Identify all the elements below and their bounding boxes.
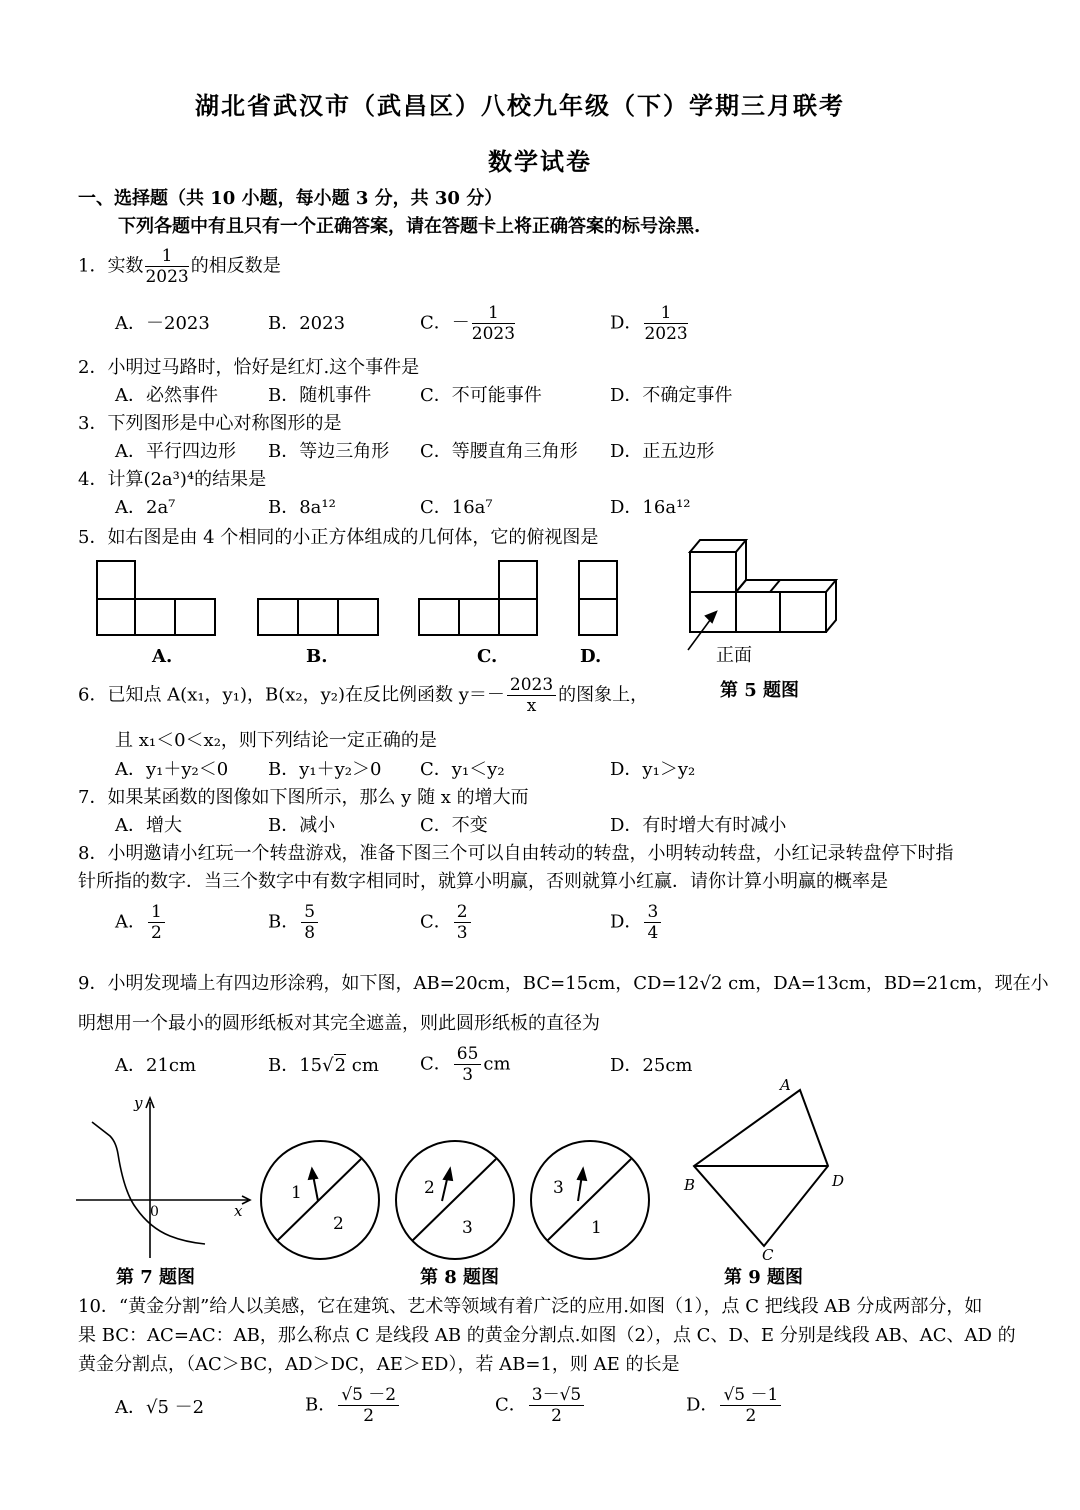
question-8: 8．小明邀请小红玩一个转盘游戏，准备下图三个可以自由转动的转盘，小明转动转盘，小红记录转盘停下时指 — [78, 843, 954, 864]
q5-label-c: C. — [477, 646, 498, 667]
q3-option-d: D．正五边形 — [610, 441, 715, 462]
q8-option-c: C． $\frac{2}{3}$ — [420, 902, 473, 943]
spinner-number: 1 — [591, 1218, 602, 1238]
q9-option-d: D．25cm — [610, 1055, 693, 1076]
spinner-number: 2 — [424, 1178, 435, 1198]
question-10-cont: 果 BC：AC=AC：AB，那么称点 C 是线段 AB 的黄金分割点.如图（2），点 C、D、E 分别是线段 AB、AC、AD 的 — [78, 1325, 1016, 1346]
q9-option-b: B．15√2 cm — [268, 1055, 379, 1076]
q1-option-b: B．2023 — [268, 313, 346, 334]
question-10: 10．“黄金分割”给人以美感，它在建筑、艺术等领域有着广泛的应用.如图（1），点 C 把线段 AB 分成两部分，如 — [78, 1296, 983, 1317]
y-label: y — [134, 1094, 143, 1112]
fraction: $\frac{1}{2023}$ — [145, 246, 189, 287]
q7-function-graph — [70, 1092, 260, 1262]
cube-face — [459, 599, 499, 635]
q9-figure-caption: 第 9 题图 — [724, 1267, 804, 1288]
cube-face — [97, 599, 135, 635]
q4-option-b: B．8a¹² — [268, 497, 336, 518]
page-subtitle: 数学试卷 — [488, 147, 592, 176]
q7-option-d: D．有时增大有时减小 — [610, 815, 787, 836]
cube-face — [419, 599, 459, 635]
question-4: 4．计算(2a³)⁴的结果是 — [78, 469, 267, 490]
question-6: 6．已知点 A(x₁，y₁)，B(x₂，y₂)在反比例函数 y＝－ $\frac{2023}{x}$ 的图象上， — [78, 675, 649, 716]
q8-option-b: B． $\frac{5}{8}$ — [268, 902, 320, 943]
spinner-number: 3 — [462, 1218, 473, 1238]
cube-face — [579, 561, 617, 599]
cube-face — [499, 599, 537, 635]
spinner-number: 2 — [333, 1214, 344, 1234]
question-5: 5．如右图是由 4 个相同的小正方体组成的几何体，它的俯视图是 — [78, 527, 599, 548]
q6-option-b: B．y₁＋y₂＞0 — [268, 759, 382, 780]
q5-option-figures — [90, 555, 650, 645]
cube-face — [175, 599, 215, 635]
q2-option-d: D．不确定事件 — [610, 385, 733, 406]
cube-face — [135, 599, 175, 635]
q4-option-c: C．16a⁷ — [420, 497, 493, 518]
function-curve — [92, 1122, 205, 1244]
q5-front-label: 正面 — [716, 645, 752, 666]
q5-figure-caption: 第 5 题图 — [720, 680, 800, 701]
q4-option-a: A．2a⁷ — [115, 497, 176, 518]
q4-option-d: D．16a¹² — [610, 497, 691, 518]
question-2: 2．小明过马路时，恰好是红灯.这个事件是 — [78, 357, 420, 378]
spinner-number: 3 — [553, 1178, 564, 1198]
spinner-1 — [255, 1135, 385, 1265]
q1-option-d: D． $\frac{1}{2023}$ — [610, 303, 688, 344]
spinner-2 — [390, 1135, 520, 1265]
q5-solid-figure — [680, 532, 850, 662]
q10-option-a: A．√5 －2 — [115, 1397, 205, 1418]
cube-face — [499, 561, 537, 599]
q8-option-d: D． $\frac{3}{4}$ — [610, 902, 663, 943]
q6-option-a: A．y₁＋y₂＜0 — [115, 759, 229, 780]
q2-option-b: B．随机事件 — [268, 385, 372, 406]
q8-option-a: A． $\frac{1}{2}$ — [115, 902, 167, 943]
q6-option-d: D．y₁＞y₂ — [610, 759, 696, 780]
section-heading: 一、选择题（共 10 小题，每小题 3 分，共 30 分） — [78, 188, 503, 209]
q1-option-a: A．－2023 — [115, 313, 210, 334]
spinner-number: 1 — [291, 1183, 302, 1203]
q2-option-c: C．不可能事件 — [420, 385, 542, 406]
cube-face — [338, 599, 378, 635]
q9-option-c: C． $\frac{65}{3}$ cm — [420, 1044, 511, 1085]
question-3: 3．下列图形是中心对称图形的是 — [78, 413, 342, 434]
q7-option-a: A．增大 — [115, 815, 182, 836]
q10-option-b: B． $\frac{√5 -2}{2}$ — [305, 1385, 401, 1426]
page-title: 湖北省武汉市（武昌区）八校九年级（下）学期三月联考 — [195, 91, 845, 120]
cube-face — [579, 599, 617, 635]
q7-option-b: B．减小 — [268, 815, 336, 836]
q9-option-a: A．21cm — [115, 1055, 197, 1076]
cube-face — [97, 561, 135, 599]
origin-label: 0 — [150, 1204, 159, 1220]
q6-option-c: C．y₁＜y₂ — [420, 759, 505, 780]
q7-option-c: C．不变 — [420, 815, 488, 836]
q5-label-a: A. — [152, 646, 173, 667]
x-label: x — [234, 1202, 243, 1220]
vertex-b: B — [684, 1176, 696, 1194]
q3-option-b: B．等边三角形 — [268, 441, 390, 462]
q5-label-b: B. — [306, 646, 328, 667]
cube-face — [258, 599, 298, 635]
question-9: 9．小明发现墙上有四边形涂鸦，如下图，AB=20cm，BC=15cm，CD=12√2 cm，DA=13cm，BD=21cm，现在小 — [78, 973, 1049, 994]
vertex-d: D — [832, 1172, 845, 1190]
question-7: 7．如果某函数的图像如下图所示，那么 y 随 x 的增大而 — [78, 787, 529, 808]
q1-option-c: C．－ $\frac{1}{2023}$ — [420, 303, 516, 344]
section-instruction: 下列各题中有且只有一个正确答案，请在答题卡上将正确答案的标号涂黑. — [118, 216, 701, 237]
q10-option-d: D． $\frac{√5 -1}{2}$ — [686, 1385, 783, 1426]
q7-figure-caption: 第 7 题图 — [116, 1267, 196, 1288]
q5-label-d: D. — [580, 646, 602, 667]
question-9-cont: 明想用一个最小的圆形纸板对其完全遮盖，则此圆形纸板的直径为 — [78, 1013, 600, 1034]
vertex-a: A — [780, 1076, 791, 1094]
q9-quadrilateral — [680, 1072, 850, 1262]
vertex-c: C — [762, 1246, 774, 1262]
question-8-cont: 针所指的数字．当三个数字中有数字相同时，就算小明赢，否则就算小红赢．请你计算小明赢的概率是 — [78, 871, 888, 892]
q2-option-a: A．必然事件 — [115, 385, 218, 406]
question-10-cont2: 黄金分割点，（AC＞BC，AD＞DC，AE＞ED），若 AB=1，则 AE 的长是 — [78, 1354, 680, 1375]
question-1: 1．实数 $\frac{1}{2023}$ 的相反数是 — [78, 246, 281, 287]
question-6-cont: 且 x₁＜0＜x₂，则下列结论一定正确的是 — [115, 730, 437, 751]
cube-face — [298, 599, 338, 635]
q10-option-c: C． $\frac{3-√5}{2}$ — [495, 1385, 586, 1426]
q3-option-a: A．平行四边形 — [115, 441, 236, 462]
spinner-3 — [525, 1135, 655, 1265]
q3-option-c: C．等腰直角三角形 — [420, 441, 578, 462]
q8-figure-caption: 第 8 题图 — [420, 1267, 500, 1288]
